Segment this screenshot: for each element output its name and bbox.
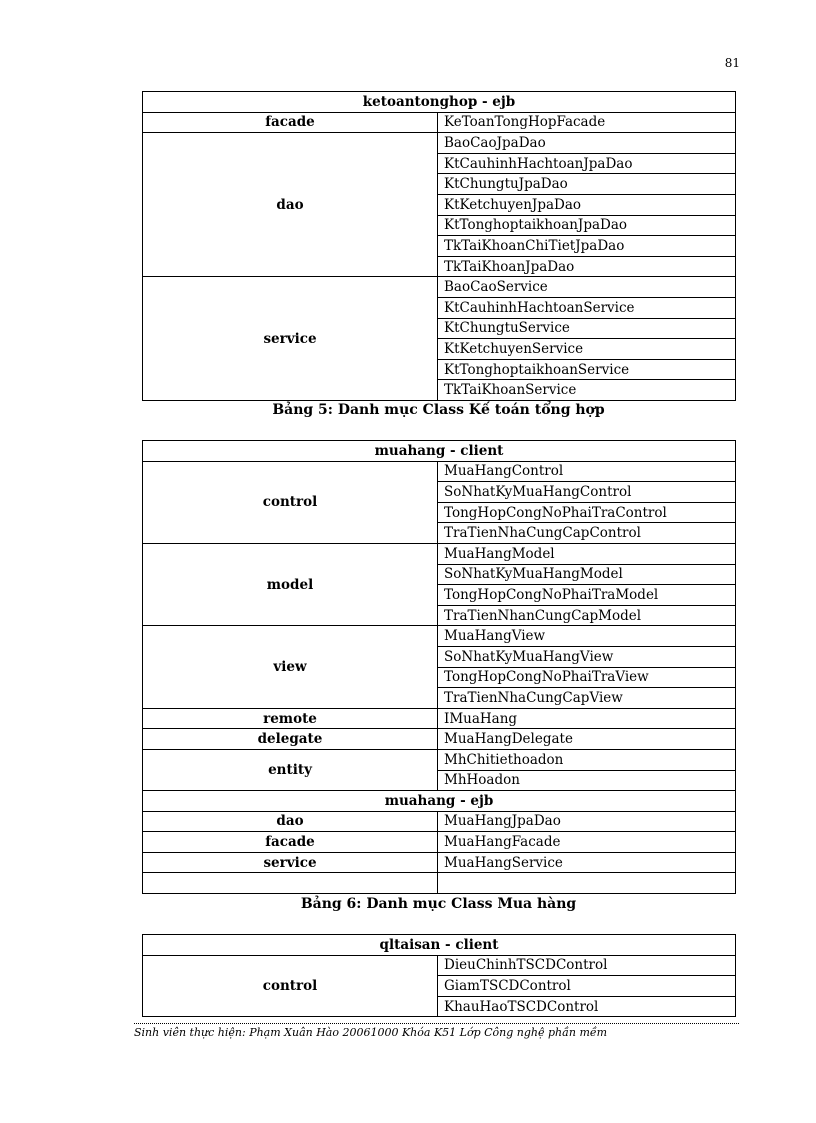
class-name: MuaHangDelegate	[438, 729, 736, 750]
package-name: view	[143, 626, 438, 708]
table-row	[143, 112, 736, 133]
table-row	[143, 708, 736, 729]
class-name: TongHopCongNoPhaiTraModel	[438, 585, 736, 606]
section-header-row	[143, 92, 736, 113]
class-name: KtKetchuyenJpaDao	[438, 194, 736, 215]
section-title: muahang - ejb	[143, 791, 736, 812]
package-name: model	[143, 543, 438, 625]
class-name: MuaHangService	[438, 852, 736, 873]
class-name: DieuChinhTSCDControl	[438, 955, 736, 976]
section-title: muahang - client	[143, 441, 736, 462]
package-name: service	[143, 277, 438, 401]
footer-divider	[134, 1023, 739, 1024]
class-name: KtCauhinhHachtoanJpaDao	[438, 153, 736, 174]
class-name: MhChitiethoadon	[438, 749, 736, 770]
class-name: TongHopCongNoPhaiTraControl	[438, 502, 736, 523]
class-table-muahang	[142, 440, 736, 894]
package-name: entity	[143, 749, 438, 790]
package-name: dao	[143, 133, 438, 277]
section-header-row	[143, 441, 736, 462]
class-name: MuaHangControl	[438, 461, 736, 482]
footer-text: Sinh viên thực hiện: Phạm Xuân Hào 20061000 Khóa K51 Lớp Công nghệ phần mềm	[134, 1026, 608, 1039]
table-row	[143, 277, 736, 298]
class-name: KhauHaoTSCDControl	[438, 996, 736, 1017]
class-name: MhHoadon	[438, 770, 736, 791]
package-name: control	[143, 461, 438, 543]
class-name: TkTaiKhoanService	[438, 380, 736, 401]
class-name: KeToanTongHopFacade	[438, 112, 736, 133]
section-header-row	[143, 935, 736, 956]
class-name: SoNhatKyMuaHangControl	[438, 482, 736, 503]
class-name: MuaHangFacade	[438, 832, 736, 853]
table-row	[143, 626, 736, 647]
class-table-qltaisan	[142, 934, 736, 1017]
class-name: TkTaiKhoanJpaDao	[438, 256, 736, 277]
class-name: BaoCaoJpaDao	[438, 133, 736, 154]
page-number: 81	[724, 56, 740, 70]
class-name: TraTienNhaCungCapView	[438, 688, 736, 709]
class-name: MuaHangJpaDao	[438, 811, 736, 832]
class-name: KtChungtuJpaDao	[438, 174, 736, 195]
class-name: SoNhatKyMuaHangModel	[438, 564, 736, 585]
section-title: qltaisan - client	[143, 935, 736, 956]
class-name: KtChungtuService	[438, 318, 736, 339]
table-row	[143, 832, 736, 853]
table-row	[143, 749, 736, 770]
table-row	[143, 729, 736, 750]
package-name: delegate	[143, 729, 438, 750]
class-name: GiamTSCDControl	[438, 976, 736, 997]
table-row	[143, 873, 736, 894]
section-header-row	[143, 791, 736, 812]
package-name: dao	[143, 811, 438, 832]
package-name	[143, 873, 438, 894]
section-title: ketoantonghop - ejb	[143, 92, 736, 113]
class-name: IMuaHang	[438, 708, 736, 729]
class-name: MuaHangView	[438, 626, 736, 647]
package-name: service	[143, 852, 438, 873]
class-name: KtKetchuyenService	[438, 339, 736, 360]
class-name: TkTaiKhoanChiTietJpaDao	[438, 236, 736, 257]
table-row	[143, 955, 736, 976]
package-name: remote	[143, 708, 438, 729]
table-row	[143, 461, 736, 482]
table-row	[143, 852, 736, 873]
class-name	[438, 873, 736, 894]
class-name: KtTonghoptaikhoanService	[438, 359, 736, 380]
class-name: KtCauhinhHachtoanService	[438, 297, 736, 318]
table-caption-5: Bảng 5: Danh mục Class Kế toán tổng hợp	[272, 402, 605, 418]
class-name: SoNhatKyMuaHangView	[438, 646, 736, 667]
table-row	[143, 543, 736, 564]
class-name: BaoCaoService	[438, 277, 736, 298]
class-name: MuaHangModel	[438, 543, 736, 564]
class-name: TongHopCongNoPhaiTraView	[438, 667, 736, 688]
class-name: TraTienNhanCungCapModel	[438, 605, 736, 626]
table-caption-6: Bảng 6: Danh mục Class Mua hàng	[300, 896, 577, 912]
table-row	[143, 811, 736, 832]
class-name: KtTonghoptaikhoanJpaDao	[438, 215, 736, 236]
package-name: facade	[143, 112, 438, 133]
table-row	[143, 133, 736, 154]
package-name: control	[143, 955, 438, 1017]
class-table-ketoantonghop	[142, 91, 736, 401]
package-name: facade	[143, 832, 438, 853]
class-name: TraTienNhaCungCapControl	[438, 523, 736, 544]
